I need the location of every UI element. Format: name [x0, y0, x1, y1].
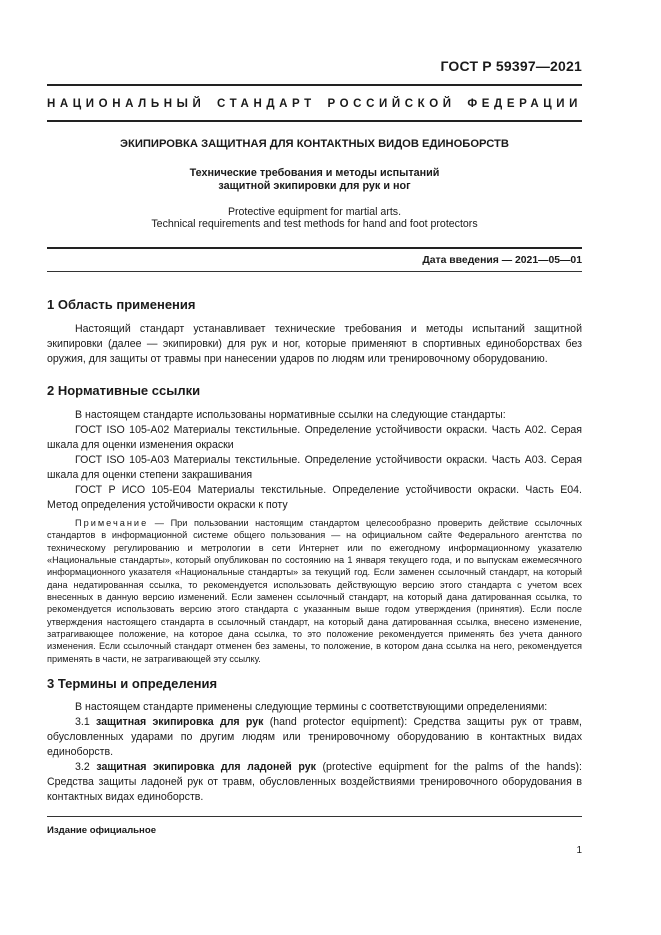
- term-definition: (hand protector equipment): Средства защиты рук от травм, обусловленных ударами по другим людям или тренировочному оборудованию в контактных видах единоборств.: [47, 716, 582, 758]
- section-2-note: [47, 517, 582, 665]
- english-title-line: Protective equipment for martial arts.: [227, 206, 402, 218]
- page-number: 1: [576, 845, 582, 856]
- date-rule: [47, 247, 582, 249]
- document-code: ГОСТ Р 59397—2021: [440, 58, 582, 74]
- section-3-heading: 3 Термины и определения: [47, 676, 218, 691]
- section-1-heading: 1 Область применения: [47, 297, 196, 312]
- normative-reference: ГОСТ ISO 105-A03 Материалы текстильные. Определение устойчивости окраски. Часть A03. Серая шкала для оценки степени закрашивания: [47, 454, 582, 481]
- section-3-body: [47, 700, 582, 805]
- term-entry: [47, 760, 582, 805]
- subtitle-line: защитной экипировки для рук и ног: [218, 180, 411, 192]
- term-name: защитная экипировка для ладоней рук: [96, 761, 316, 773]
- term-definition: (protective equipment for the palms of the hands): Средства защиты ладоней рук от травм, обусловленных воздействиями тренировочного оборудования в контактных видах единоборств.: [47, 761, 582, 803]
- term-number: 3.2: [75, 761, 90, 773]
- term-entry: [47, 715, 582, 760]
- footer-rule: [47, 816, 582, 817]
- note-text: — При пользовании настоящим стандартом целесообразно проверить действие ссылочных стандартов в информационной системе общего пользования — на официальном сайте Федерального агентства по техническому регулированию и метрологии в сети Интернет или по ежегодному информационному указателю «Национальные стандарты», который опубликован по состоянию на 1 января текущего года, и по выпускам ежемесячного информационного указателя «Национальные стандарты» за текущий год. Если заменен ссылочный стандарт, на который дана недатированная ссылка, то рекомендуется использовать действующую версию этого стандарта с учетом всех внесенных в данную версию изменений. Если заменен ссылочный стандарт, на который дана датированная ссылка, то рекомендуется использовать версию этого стандарта с указанным выше годом утверждения (принятия). Если после утверждения настоящего стандарта в ссылочный стандарт, на который дана датированная ссылка, внесено изменение, затрагивающее положение, на которое дана ссылка, то это положение рекомендуется применять без учета данного изменения. Если ссылочный стандарт отменен без замены, то положение, в котором дана ссылка на него, рекомендуется применять в части, не затрагивающей эту ссылку.: [47, 518, 582, 664]
- section-1-body: [47, 322, 582, 367]
- official-edition-label: Издание официальное: [47, 825, 157, 836]
- document-title: ЭКИПИРОВКА ЗАЩИТНАЯ ДЛЯ КОНТАКТНЫХ ВИДОВ ЕДИНОБОРСТВ: [120, 138, 509, 150]
- section-2-heading: 2 Нормативные ссылки: [47, 383, 201, 398]
- term-number: 3.1: [75, 716, 90, 728]
- english-title: [47, 206, 582, 230]
- subtitle-line: Технические требования и методы испытаний: [189, 167, 440, 179]
- introduction-date: Дата введения — 2021—05—01: [422, 255, 582, 266]
- note-label: Примечание: [75, 518, 149, 528]
- section-2-body: [47, 408, 582, 513]
- normative-reference: ГОСТ Р ИСО 105-E04 Материалы текстильные. Определение устойчивости окраски. Часть E04. Метод определения устойчивости окраски к поту: [47, 484, 582, 511]
- section-1-paragraph: Настоящий стандарт устанавливает технические требования и методы испытаний защитной экипировки (далее — экипировки) для рук и ног, которые применяют в спортивных единоборствах без оружия, для защиты от травмы при нанесении ударов по людям или тренировочному оборудованию.: [47, 323, 582, 365]
- section-3-intro: В настоящем стандарте применены следующие термины с соответствующими определениями:: [75, 701, 548, 713]
- term-name: защитная экипировка для рук: [96, 716, 264, 728]
- section-2-intro: В настоящем стандарте использованы нормативные ссылки на следующие стандарты:: [75, 409, 506, 421]
- header-rule: [47, 84, 582, 86]
- title-rule: [47, 120, 582, 122]
- national-standard-title: НАЦИОНАЛЬНЫЙ СТАНДАРТ РОССИЙСКОЙ ФЕДЕРАЦИИ: [47, 98, 582, 110]
- english-title-line: Technical requirements and test methods for hand and foot protectors: [151, 218, 478, 230]
- date-rule-bottom: [47, 271, 582, 272]
- document-subtitle: [47, 167, 582, 193]
- normative-reference: ГОСТ ISO 105-A02 Материалы текстильные. Определение устойчивости окраски. Часть A02. Серая шкала для оценки изменения окраски: [47, 424, 582, 451]
